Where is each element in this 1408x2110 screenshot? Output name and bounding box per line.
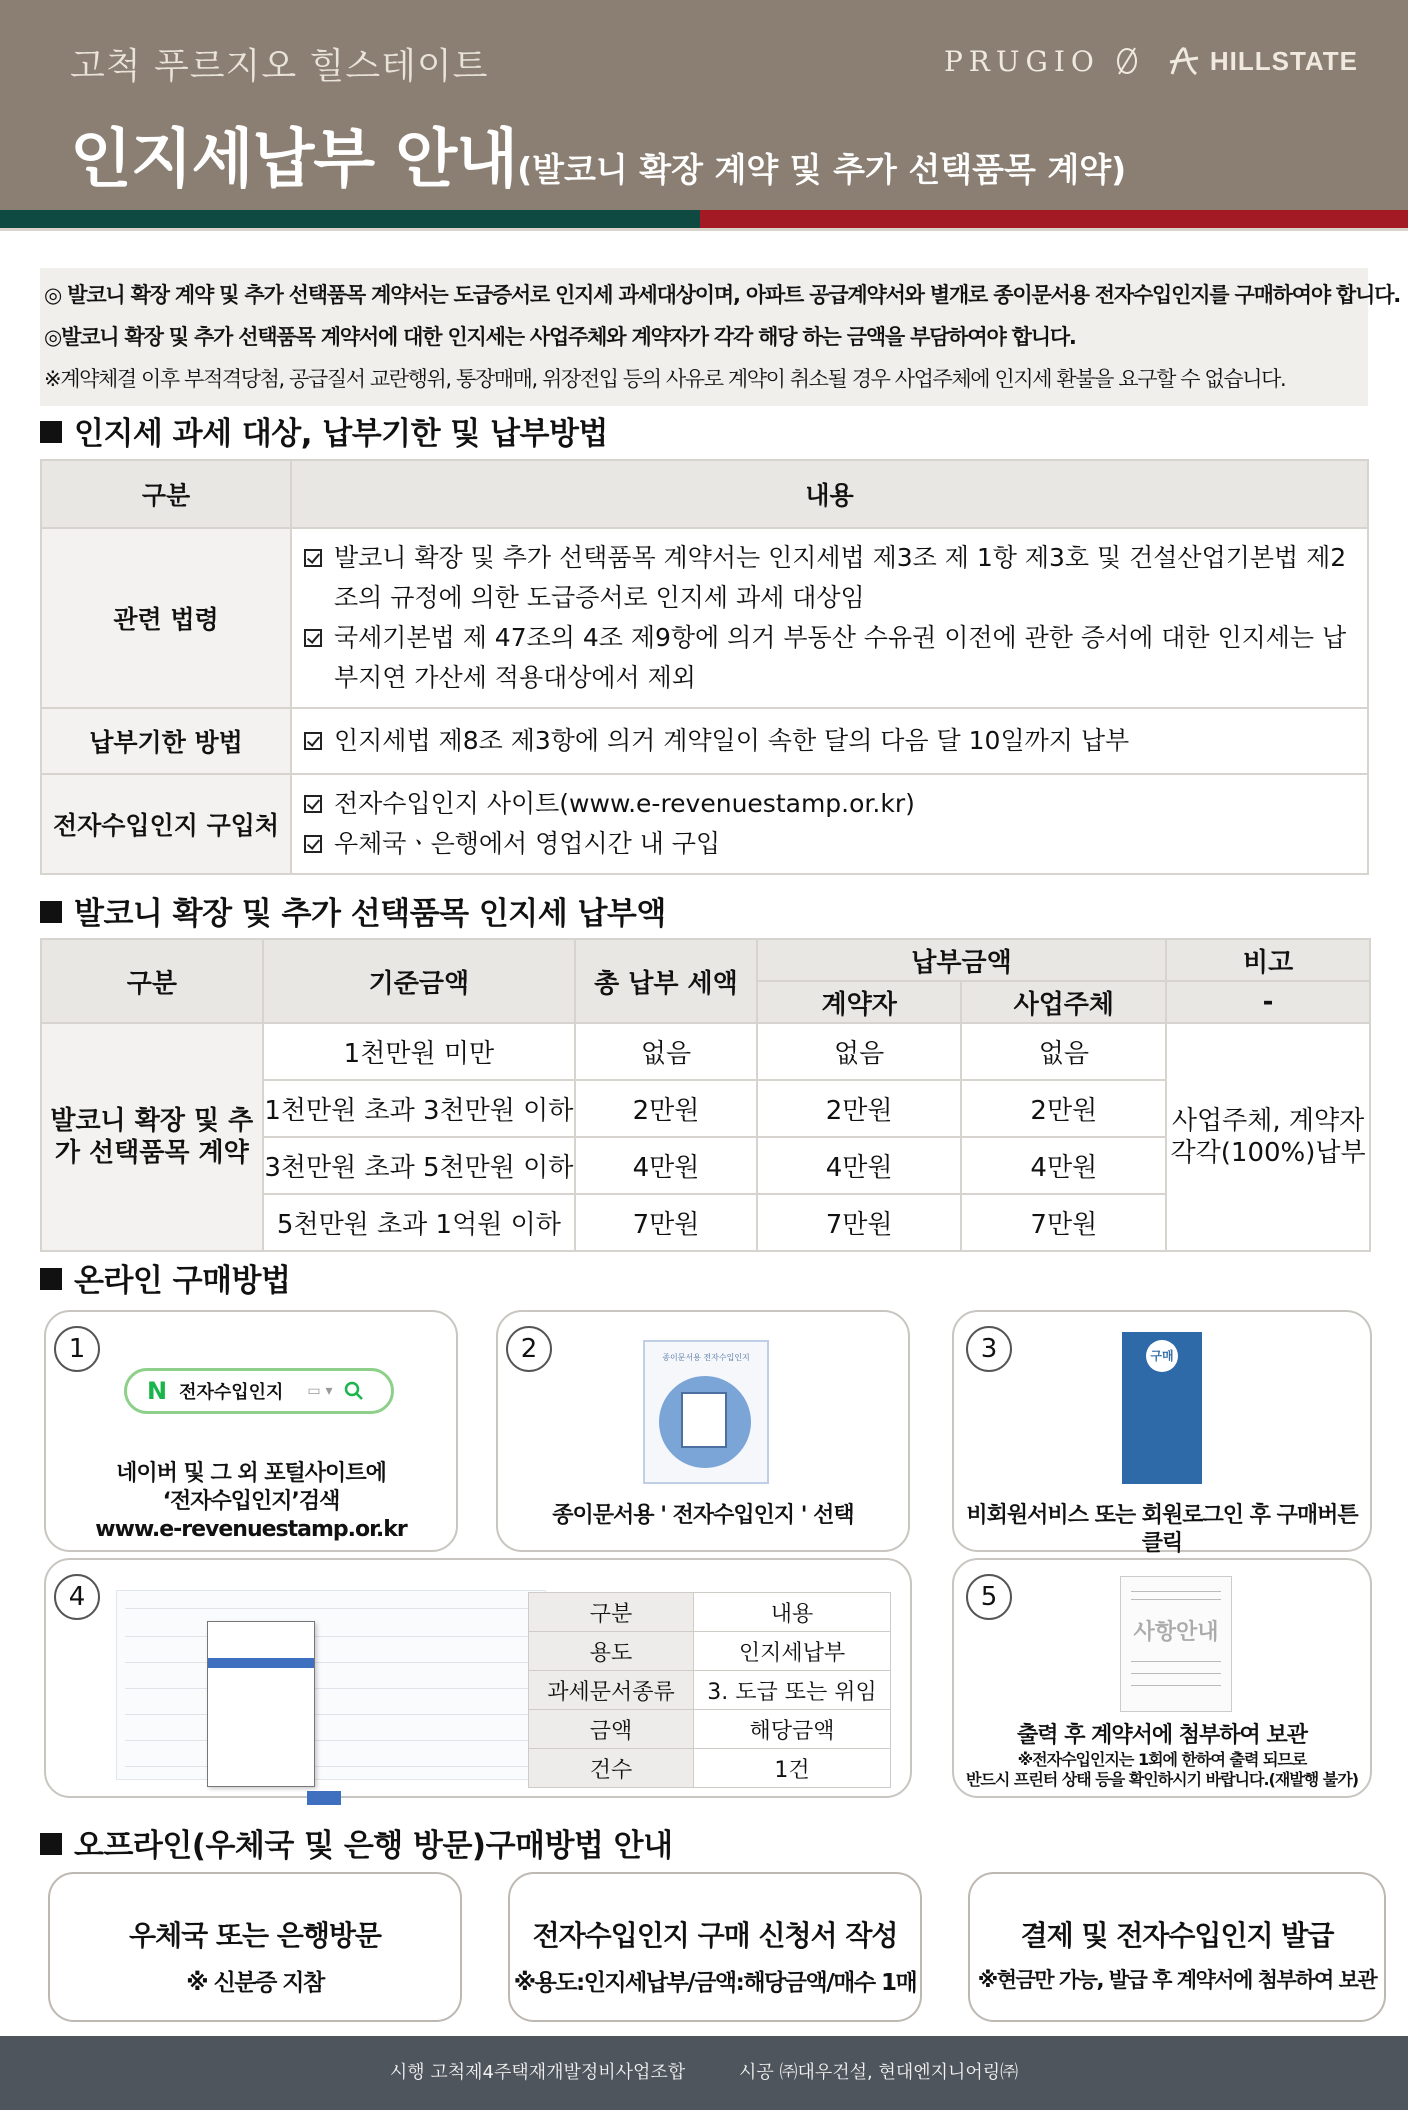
form-row (125, 1651, 535, 1663)
table-header: 사업주체 (961, 981, 1166, 1023)
table-cell: 없음 (575, 1023, 757, 1080)
search-bar[interactable] (124, 1368, 394, 1414)
section-title (40, 888, 666, 933)
text-line (1131, 1673, 1221, 1674)
offline-step-note: ※ 신분증 지참 (186, 1970, 324, 1996)
page-title-main: 인지세납부 안내 (70, 123, 518, 197)
page-title (70, 108, 1126, 200)
check-item (302, 538, 1357, 618)
step-text: 비회원서비스 또는 회원로그인 후 구매버튼 클릭 (966, 1503, 1358, 1556)
stripe-divider (0, 228, 1408, 231)
section-title (40, 1820, 673, 1865)
form-row (125, 1677, 535, 1689)
check-item (302, 784, 1357, 824)
step-card-5 (952, 1558, 1372, 1798)
brand-logos (944, 44, 1358, 78)
offline-step-card (508, 1872, 922, 2022)
table-cell: 인지세납부 (694, 1632, 891, 1671)
check-item (302, 824, 1357, 864)
offline-step-card (968, 1872, 1386, 2022)
table-cell: 건수 (529, 1749, 694, 1788)
table-cell: 1건 (694, 1749, 891, 1788)
step-number: 1 (54, 1326, 100, 1372)
step-subtext: 반드시 프린터 상태 등을 확인하시기 바랍니다.(재발행 불가) (965, 1770, 1359, 1789)
table-cell: 5천만원 초과 1억원 이하 (263, 1194, 575, 1251)
row-label: 관련 법령 (41, 528, 291, 708)
search-icon (343, 1380, 365, 1402)
stripe-green (0, 210, 700, 228)
hillstate-symbol-icon (1166, 44, 1202, 78)
footer-developer: 시행 고척제4주택재개발정비사업조합 (389, 2062, 686, 2083)
table-cell: 용도 (529, 1632, 694, 1671)
form-screenshot (116, 1590, 546, 1780)
footer (0, 2036, 1408, 2110)
step-number: 5 (966, 1574, 1012, 1620)
row-content (291, 774, 1368, 874)
row-content (291, 528, 1368, 708)
check-item-text: 국세기본법 제 47조의 4조 제9항에 의거 부동산 수유권 이전에 관한 증서에 대한 인지세는 납부지연 가산세 적용대상에서 제외 (334, 623, 1347, 692)
table-header: 납부금액 (757, 939, 1166, 981)
prugio-wordmark: PRUGIO (943, 44, 1100, 78)
form-row (125, 1597, 535, 1609)
naver-logo-icon: N (147, 1377, 168, 1405)
table-cell: 1천만원 초과 3천만원 이하 (263, 1080, 575, 1137)
table-cell: 4만원 (961, 1137, 1166, 1194)
tax-amount-table (40, 938, 1371, 1252)
form-row (125, 1703, 535, 1715)
prugio-logo (944, 45, 1140, 78)
page-title-sub: (발코니 확장 계약 및 추가 선택품목 계약) (517, 150, 1127, 189)
search-text: 전자수입인지 (179, 1382, 284, 1403)
row-label: 납부기한 방법 (41, 708, 291, 774)
square-bullet-icon (40, 1833, 62, 1855)
row-label: 전자수입인지 구입처 (41, 774, 291, 874)
checkbox-icon (304, 795, 322, 813)
header-banner (0, 0, 1408, 210)
image-caption: 종이문서용 전자수입인지 (662, 1353, 750, 1362)
table-cell: 4만원 (575, 1137, 757, 1194)
check-item (302, 721, 1357, 761)
table-cell: 금액 (529, 1710, 694, 1749)
hillstate-logo (1166, 44, 1358, 78)
dropdown-selected-option[interactable] (208, 1658, 314, 1668)
text-line (1131, 1591, 1221, 1592)
table-header: - (1166, 981, 1370, 1023)
notice-line: ※계약체결 이후 부적격당첨, 공급질서 교란행위, 통장매매, 위장전입 등의 사유로 계약이 취소될 경우 사업주체에 인지세 환불을 요구할 수 없습니다. (44, 367, 1286, 391)
checkbox-icon (304, 629, 322, 647)
table-header: 기준금액 (263, 939, 575, 1023)
stripe-red (700, 210, 1408, 228)
step-card-1 (44, 1310, 458, 1552)
table-header: 총 납부 세액 (575, 939, 757, 1023)
input-guide-table (528, 1592, 891, 1788)
table-cell: 2만원 (961, 1080, 1166, 1137)
table-cell: 없음 (757, 1023, 962, 1080)
step-subtext: ※전자수입인지는 1회에 한하여 출력 되므로 (1017, 1750, 1307, 1769)
step-card-3 (952, 1310, 1372, 1556)
step-card-4 (44, 1558, 912, 1798)
step-url: www.e-revenuestamp.or.kr (95, 1517, 407, 1542)
step-text: 종이문서용 ' 전자수입인지 ' 선택 (552, 1503, 854, 1528)
table-header: 내용 (291, 460, 1368, 528)
complex-name: 고척 푸르지오 힐스테이트 (70, 46, 489, 87)
section-title-text: 인지세 과세 대상, 납부기한 및 납부방법 (74, 416, 608, 452)
checkbox-icon (304, 549, 322, 567)
step-text: 출력 후 계약서에 첨부하여 보관 (1017, 1723, 1307, 1748)
step-text: 네이버 및 그 외 포털사이트에 (116, 1461, 386, 1486)
offline-step-title: 전자수입인지 구매 신청서 작성 (532, 1919, 898, 1952)
text-line (1131, 1661, 1221, 1662)
section-title-text: 오프라인(우체국 및 은행 방문)구매방법 안내 (74, 1828, 673, 1864)
form-row (125, 1729, 535, 1741)
note-cell: 사업주체, 계약자 각각(100%)납부 (1166, 1023, 1370, 1251)
text-line (1131, 1685, 1221, 1686)
table-cell: 4만원 (757, 1137, 962, 1194)
table-cell: 해당금액 (694, 1710, 891, 1749)
table-cell: 1천만원 미만 (263, 1023, 575, 1080)
confirm-button[interactable] (307, 1791, 341, 1805)
form-row (125, 1755, 535, 1767)
table-cell: 없음 (961, 1023, 1166, 1080)
table-cell: 3천만원 초과 5천만원 이하 (263, 1137, 575, 1194)
row-label: 발코니 확장 및 추가 선택품목 계약 (41, 1023, 263, 1251)
table-cell: 구분 (529, 1593, 694, 1632)
offline-step-note: ※용도:인지세납부/금액:해당금액/매수 1매 (513, 1970, 917, 1996)
table-header: 구분 (41, 939, 263, 1023)
image-caption: 사항안내 (1133, 1620, 1219, 1645)
table-cell: 2만원 (575, 1080, 757, 1137)
square-bullet-icon (40, 901, 62, 923)
table-cell: 3. 도급 또는 위임 (694, 1671, 891, 1710)
offline-step-note: ※현금만 가능, 발급 후 계약서에 첨부하여 보관 (977, 1968, 1377, 1992)
section-title (40, 1255, 290, 1300)
keyboard-icon: ▭ ▾ (307, 1383, 333, 1399)
checkbox-icon (304, 835, 322, 853)
purchase-page-image (1122, 1332, 1202, 1484)
paper-stamp-image (643, 1340, 769, 1484)
section-title (40, 408, 608, 453)
table-cell: 7만원 (757, 1194, 962, 1251)
check-item-text: 발코니 확장 및 추가 선택품목 계약서는 인지세법 제3조 제 1항 제3호 및 건설산업기본법 제2조의 규정에 의한 도급증서로 인지세 과세 대상임 (334, 543, 1347, 612)
table-cell: 내용 (694, 1593, 891, 1632)
offline-step-title: 우체국 또는 은행방문 (129, 1919, 381, 1952)
hillstate-wordmark: HILLSTATE (1209, 45, 1358, 76)
table-header: 계약자 (757, 981, 962, 1023)
square-bullet-icon (40, 421, 62, 443)
check-item-text: 인지세법 제8조 제3항에 의거 계약일이 속한 달의 다음 달 10일까지 납부 (334, 726, 1130, 755)
check-item-text: 우체국ㆍ은행에서 영업시간 내 구입 (334, 829, 721, 858)
checkbox-icon (304, 732, 322, 750)
table-row (41, 1023, 1370, 1080)
text-line (1131, 1599, 1221, 1600)
square-bullet-icon (40, 1268, 62, 1290)
step-number: 3 (966, 1326, 1012, 1372)
purchase-button[interactable]: 구매 (1146, 1340, 1178, 1372)
document-icon (681, 1392, 727, 1448)
table-cell: 2만원 (757, 1080, 962, 1137)
form-row (125, 1625, 535, 1637)
prugio-symbol-icon (1114, 46, 1140, 76)
notice-line: ◎발코니 확장 및 추가 선택품목 계약서에 대한 인지세는 사업주체와 계약자가 각각 해당 하는 금액을 부담하여야 합니다. (44, 325, 1076, 349)
tax-info-table (40, 459, 1369, 875)
row-content (291, 708, 1368, 774)
document-type-dropdown[interactable] (207, 1621, 315, 1787)
table-header: 구분 (41, 460, 291, 528)
check-item (302, 618, 1357, 698)
offline-step-card (48, 1872, 462, 2022)
step-card-2 (496, 1310, 910, 1552)
step-number: 4 (54, 1574, 100, 1620)
notice-line: ◎ 발코니 확장 계약 및 추가 선택품목 계약서는 도급증서로 인지세 과세대상이며, 아파트 공급계약서와 별개로 종이문서용 전자수입인지를 구매하여야 합니다. (44, 283, 1401, 307)
offline-step-title: 결제 및 전자수입인지 발급 (1020, 1919, 1334, 1952)
check-item-text: 전자수입인지 사이트(www.e-revenuestamp.or.kr) (334, 789, 915, 818)
section-title-text: 온라인 구매방법 (74, 1263, 291, 1299)
table-cell: 7만원 (961, 1194, 1166, 1251)
step-text: ‘전자수입인지’검색 (162, 1489, 340, 1514)
step-number: 2 (506, 1326, 552, 1372)
section-title-text: 발코니 확장 및 추가 선택품목 인지세 납부액 (74, 896, 666, 932)
footer-builder: 시공 ㈜대우건설, 현대엔지니어링㈜ (738, 2062, 1019, 2083)
table-cell: 7만원 (575, 1194, 757, 1251)
table-header: 비고 (1166, 939, 1370, 981)
notice-box (40, 268, 1401, 406)
table-cell: 과세문서종류 (529, 1671, 694, 1710)
printed-stamp-image (1120, 1576, 1232, 1712)
